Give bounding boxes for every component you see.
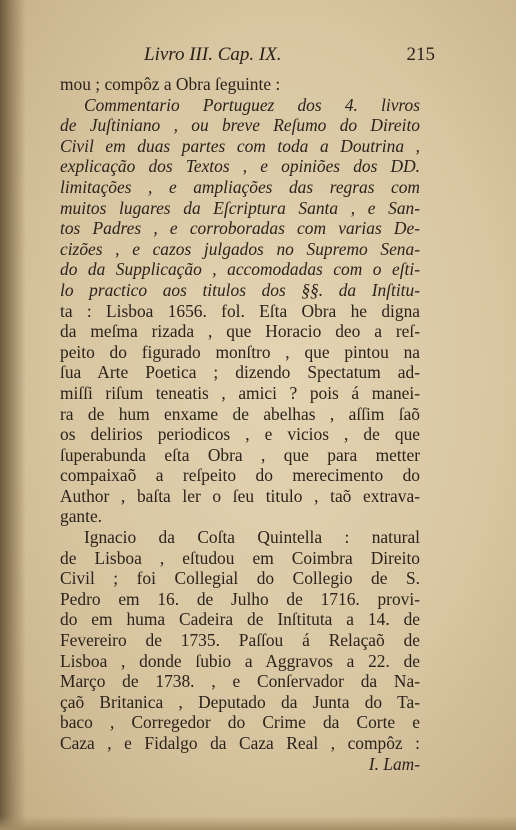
text-line: baco , Corregedor do Crime da Corte e xyxy=(60,712,420,733)
text-line: Lisboa , donde ſubio a Aggravos a 22. de xyxy=(60,650,420,671)
text-line: peito do figurado monſtro , que pintou na xyxy=(60,341,420,362)
text-line: explicação dos Textos , e opiniões dos DD. xyxy=(60,156,420,177)
text-line: compaixaõ a reſpeito do merecimento do xyxy=(60,465,420,486)
text-line: do em huma Cadeira de Inſtituta a 14. de xyxy=(60,609,420,630)
page-bottom-edge xyxy=(0,816,516,830)
text-line: ta : Lisboa 1656. fol. Eſta Obra he digna xyxy=(60,300,420,321)
text-line: cizões , e cazos julgados no Supremo Sena- xyxy=(60,238,420,259)
page-number: 215 xyxy=(406,44,435,65)
binding-gutter xyxy=(0,0,26,830)
text-line: gante. xyxy=(60,506,103,527)
text-line: Civil em duas partes com toda a Doutrina , xyxy=(60,135,420,156)
text-line: Commentario Portuguez dos 4. livros xyxy=(84,94,420,115)
text-line: Março de 1738. , e Conſervador da Na- xyxy=(60,671,420,692)
text-line: da meſma rizada , que Horacio deo a reſ- xyxy=(60,321,420,342)
text-line: limitações , e ampliações das regras com xyxy=(60,176,420,197)
text-line: muitos lugares da Eſcriptura Santa , e San- xyxy=(60,197,420,218)
text-line: Fevereiro de 1735. Paſſou á Relaçaõ de xyxy=(60,630,420,651)
text-line: çaõ Britanica , Deputado da Junta do Ta- xyxy=(60,691,420,712)
text-line: de Lisboa , eſtudou em Coimbra Direito xyxy=(60,547,420,568)
text-line: do da Supplicação , accomodadas com o eſti- xyxy=(60,259,420,280)
running-head xyxy=(60,44,435,72)
text-line: I. Lam- xyxy=(368,753,420,774)
text-line: Author , baſta ler o ſeu titulo , taõ extrava- xyxy=(60,485,420,506)
running-title: Livro III. Cap. IX. xyxy=(144,44,282,65)
text-line: miſſi riſum teneatis , amici ? pois á manei- xyxy=(60,382,420,403)
text-line: Ignacio da Coſta Quintella : natural xyxy=(84,527,420,548)
text-line: ſuperabunda eſta Obra , que para metter xyxy=(60,444,420,465)
text-line: Civil ; foi Collegial do Collegio de S. xyxy=(60,568,420,589)
text-line: ſua Arte Poetica ; dizendo Spectatum ad- xyxy=(60,362,420,383)
text-line: lo practico aos titulos dos §§. da Inſtitu- xyxy=(60,279,420,300)
text-line: tos Padres , e corroboradas com varias De- xyxy=(60,218,420,239)
text-line: de Juſtiniano , ou breve Reſumo do Direito xyxy=(60,115,420,136)
body-text xyxy=(60,74,420,774)
text-line: mou ; compôz a Obra ſeguinte : xyxy=(60,74,281,94)
text-line: Caza , e Fidalgo da Caza Real , compôz : xyxy=(60,733,420,753)
text-line: ra de hum enxame de abelhas , aſſim ſaõ xyxy=(60,403,420,424)
text-line: os delirios periodicos , e vicios , de que xyxy=(60,424,420,445)
text-line: Pedro em 16. de Julho de 1716. provi- xyxy=(60,588,420,609)
